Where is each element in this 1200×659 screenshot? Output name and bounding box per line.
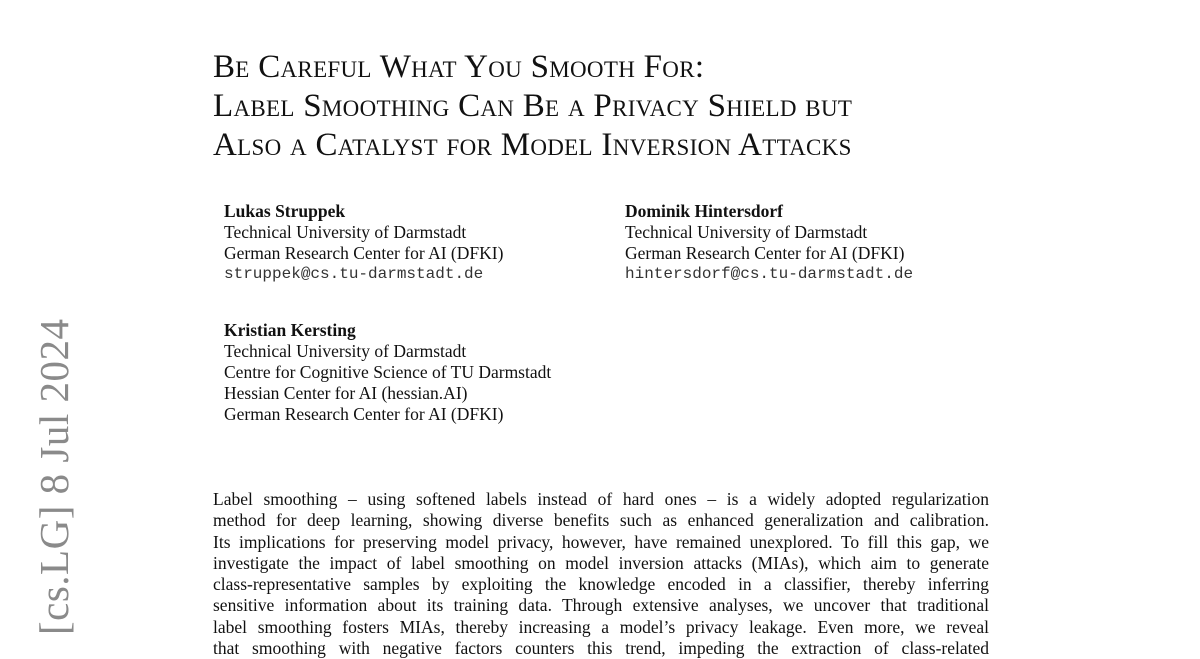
abstract xyxy=(213,489,989,659)
abstract-line: Label smoothing – using softened labels instead of hard ones – is a widely adopted regularization xyxy=(213,489,989,509)
author-block-hintersdorf xyxy=(625,201,913,285)
title-line: Label Smoothing Can Be a Privacy Shield but xyxy=(213,88,853,124)
abstract-line: investigate the impact of label smoothing on model inversion attacks (MIAs), which aim to generate xyxy=(213,552,989,573)
author-name: Dominik Hintersdorf xyxy=(625,201,783,221)
author-affiliation: German Research Center for AI (DFKI) xyxy=(224,404,504,424)
author-block-struppek xyxy=(224,201,503,285)
author-name: Kristian Kersting xyxy=(224,320,356,340)
paper-title xyxy=(213,48,852,165)
title-line: Be Careful What You Smooth For: xyxy=(213,49,705,85)
abstract-line: sensitive information about its training data. Through extensive analyses, we uncover that traditional xyxy=(213,595,989,616)
abstract-line: label smoothing fosters MIAs, thereby increasing a model’s privacy leakage. Even more, we reveal xyxy=(213,616,989,637)
author-affiliation: German Research Center for AI (DFKI) xyxy=(625,243,905,263)
abstract-line: Its implications for preserving model privacy, however, have remained unexplored. To fill this gap, we xyxy=(213,531,989,552)
author-affiliation: Technical University of Darmstadt xyxy=(224,222,467,242)
author-affiliation: Centre for Cognitive Science of TU Darmstadt xyxy=(224,362,552,382)
abstract-line: class-representative samples by exploiting the knowledge encoded in a classifier, thereby inferring xyxy=(213,574,989,595)
author-email[interactable]: hintersdorf@cs.tu-darmstadt.de xyxy=(625,265,914,283)
author-affiliation: Technical University of Darmstadt xyxy=(224,341,467,361)
author-affiliation: Technical University of Darmstadt xyxy=(625,222,868,242)
abstract-line: method for deep learning, showing diverse benefits such as enhanced generalization and calibration. xyxy=(213,510,989,531)
author-affiliation: German Research Center for AI (DFKI) xyxy=(224,243,504,263)
arxiv-stamp: [cs.LG] 8 Jul 2024 xyxy=(31,318,77,635)
author-name: Lukas Struppek xyxy=(224,201,346,221)
abstract-line: that smoothing with negative factors counters this trend, impeding the extraction of class-related xyxy=(213,638,989,659)
title-line: Also a Catalyst for Model Inversion Attacks xyxy=(213,127,852,163)
author-affiliation: Hessian Center for AI (hessian.AI) xyxy=(224,383,468,403)
author-email[interactable]: struppek@cs.tu-darmstadt.de xyxy=(224,265,484,283)
author-block-kersting xyxy=(224,320,551,425)
